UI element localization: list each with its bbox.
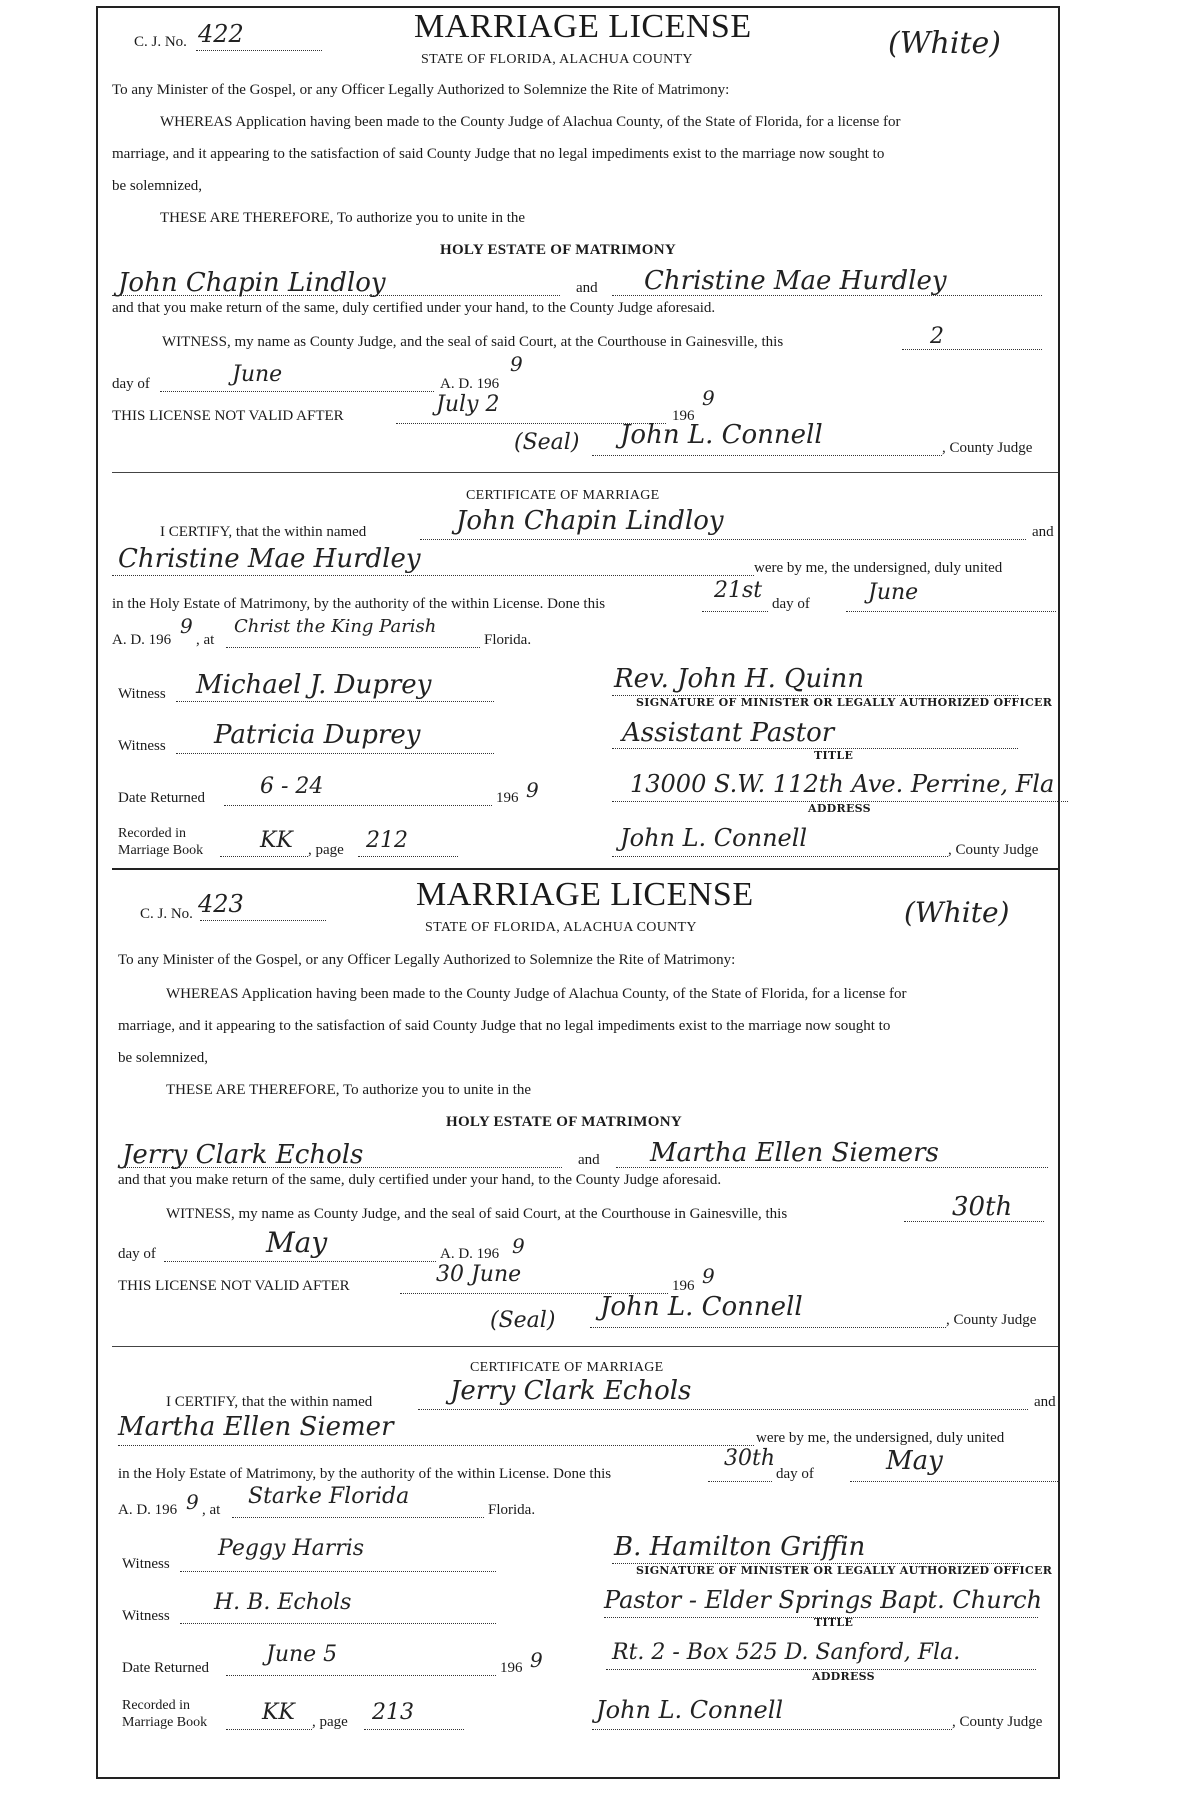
date-returned-label: Date Returned	[118, 790, 206, 806]
cj-number: 423	[198, 890, 244, 918]
therefore-line: THESE ARE THEREFORE, To authorize you to unite in the	[160, 210, 526, 226]
marriage-place: Starke Florida	[248, 1484, 410, 1509]
day-of-label: day of	[112, 376, 150, 392]
title-caption: TITLE	[814, 1616, 854, 1629]
addressee: To any Minister of the Gospel, or any Officer Legally Authorized to Solemnize the Rite of Matrimony:	[112, 82, 730, 98]
cj-label: C. J. No.	[134, 34, 187, 50]
license-subtitle: STATE OF FLORIDA, ALACHUA COUNTY	[425, 920, 697, 935]
page-label: , page	[312, 1714, 348, 1730]
witness-1-signature: Peggy Harris	[218, 1536, 365, 1561]
united-label: were by me, the undersigned, duly united	[754, 560, 1003, 576]
officiant-address: 13000 S.W. 112th Ave. Perrine, Fla	[630, 770, 1055, 798]
section-divider	[112, 1346, 1058, 1347]
not-valid-year-digit: 9	[702, 386, 715, 410]
issue-year-digit: 9	[512, 1234, 525, 1258]
certificate-heading: CERTIFICATE OF MARRIAGE	[470, 1360, 664, 1375]
cert-and-word: and	[1032, 524, 1054, 540]
whereas-line-1: WHEREAS Application having been made to the County Judge of Alachua County, of the State of Florida, for a license for	[166, 986, 907, 1002]
done-day-of-label: day of	[776, 1466, 814, 1482]
signature-caption: SIGNATURE OF MINISTER OR LEGALLY AUTHORIZED OFFICER	[636, 696, 1053, 709]
page-label: , page	[308, 842, 344, 858]
witness-2-label: Witness	[122, 1608, 170, 1624]
certificate-heading: CERTIFICATE OF MARRIAGE	[466, 488, 660, 503]
date-returned: June 5	[266, 1642, 338, 1667]
county-judge-label: , County Judge	[942, 440, 1033, 456]
cert-bride-name: Christine Mae Hurdley	[118, 544, 421, 574]
florida-label: Florida.	[488, 1502, 536, 1518]
at-label: , at	[196, 632, 215, 648]
whereas-line-3: be solemnized,	[118, 1050, 208, 1066]
not-valid-label: THIS LICENSE NOT VALID AFTER	[112, 408, 344, 424]
officiant-address: Rt. 2 - Box 525 D. Sanford, Fla.	[612, 1640, 961, 1665]
seal-mark: (Seal)	[514, 430, 580, 455]
returned-year-prefix: 196	[496, 790, 519, 806]
issue-month: May	[266, 1226, 328, 1259]
address-caption: ADDRESS	[812, 1670, 875, 1683]
not-valid-year-digit: 9	[702, 1264, 715, 1288]
holy-estate-line: in the Holy Estate of Matrimony, by the authority of the within License. Done this	[112, 596, 606, 612]
marriage-book-label: Marriage Book	[122, 1715, 208, 1730]
holy-estate-heading: HOLY ESTATE OF MATRIMONY	[440, 242, 676, 258]
license-title: MARRIAGE LICENSE	[416, 876, 754, 913]
groom-name: John Chapin Lindloy	[118, 268, 386, 298]
holy-estate-heading: HOLY ESTATE OF MATRIMONY	[446, 1114, 682, 1130]
florida-label: Florida.	[484, 632, 532, 648]
witness-2-label: Witness	[118, 738, 166, 754]
cert-year-digit: 9	[180, 614, 193, 638]
and-word: and	[578, 1152, 600, 1168]
judge-signature: John L. Connell	[620, 420, 823, 450]
seal-mark: (Seal)	[490, 1308, 556, 1333]
done-month: May	[886, 1446, 943, 1476]
race-note: (White)	[904, 896, 1010, 929]
issue-month: June	[232, 362, 283, 387]
title-caption: TITLE	[814, 749, 854, 762]
cj-label: C. J. No.	[140, 906, 193, 922]
recorder-signature: John L. Connell	[596, 1696, 784, 1724]
at-label: , at	[202, 1502, 221, 1518]
done-day-of-label: day of	[772, 596, 810, 612]
recorded-label: Recorded in	[122, 1698, 191, 1713]
section-divider	[112, 472, 1058, 473]
cert-ad-label: A. D. 196	[112, 632, 172, 648]
date-returned-label: Date Returned	[122, 1660, 210, 1676]
witness-2-signature: Patricia Duprey	[214, 720, 421, 750]
holy-estate-line: in the Holy Estate of Matrimony, by the authority of the within License. Done this	[118, 1466, 612, 1482]
date-returned: 6 - 24	[260, 774, 324, 799]
issue-day: 2	[930, 324, 944, 349]
not-valid-year-prefix: 196	[672, 1278, 695, 1294]
address-caption: ADDRESS	[808, 802, 871, 815]
cert-groom-name: John Chapin Lindloy	[456, 506, 724, 536]
groom-name: Jerry Clark Echols	[122, 1140, 364, 1170]
officiant-title: Assistant Pastor	[622, 718, 835, 748]
bride-name: Martha Ellen Siemers	[650, 1138, 939, 1168]
witness-1-signature: Michael J. Duprey	[196, 670, 432, 700]
cert-ad-label: A. D. 196	[118, 1502, 178, 1518]
recorder-signature: John L. Connell	[620, 824, 808, 852]
cert-and-word: and	[1034, 1394, 1056, 1410]
witness-2-signature: H. B. Echols	[214, 1590, 352, 1615]
not-valid-date: 30 June	[436, 1262, 522, 1287]
judge-signature: John L. Connell	[600, 1292, 803, 1322]
ad-label: A. D. 196	[440, 1246, 500, 1262]
county-judge-2-label: , County Judge	[948, 842, 1039, 858]
license-title: MARRIAGE LICENSE	[414, 8, 752, 45]
page-value: 212	[366, 828, 408, 853]
witness-line: WITNESS, my name as County Judge, and the seal of said Court, at the Courthouse in Gainesville, this	[166, 1206, 788, 1222]
license-separator	[112, 868, 1058, 870]
done-month: June	[868, 580, 919, 605]
therefore-line: THESE ARE THEREFORE, To authorize you to unite in the	[166, 1082, 532, 1098]
not-valid-year-prefix: 196	[672, 408, 695, 424]
issue-day: 30th	[952, 1192, 1013, 1222]
county-judge-label: , County Judge	[946, 1312, 1037, 1328]
race-note: (White)	[888, 26, 1001, 61]
whereas-line-2: marriage, and it appearing to the satisfaction of said County Judge that no legal impediments exist to the marriage now sought to	[112, 146, 885, 162]
certify-label: I CERTIFY, that the within named	[166, 1394, 373, 1410]
page-value: 213	[372, 1700, 414, 1725]
witness-line: WITNESS, my name as County Judge, and the seal of said Court, at the Courthouse in Gainesville, this	[162, 334, 784, 350]
signature-caption: SIGNATURE OF MINISTER OR LEGALLY AUTHORIZED OFFICER	[636, 1564, 1053, 1577]
day-of-label: day of	[118, 1246, 156, 1262]
returned-year-digit: 9	[530, 1648, 543, 1672]
cert-year-digit: 9	[186, 1490, 199, 1514]
done-day: 30th	[724, 1446, 776, 1471]
book-value: KK	[262, 1700, 295, 1725]
witness-1-label: Witness	[122, 1556, 170, 1572]
ad-label: A. D. 196	[440, 376, 500, 392]
license-subtitle: STATE OF FLORIDA, ALACHUA COUNTY	[421, 52, 693, 67]
county-judge-2-label: , County Judge	[952, 1714, 1043, 1730]
united-label: were by me, the undersigned, duly united	[756, 1430, 1005, 1446]
returned-year-digit: 9	[526, 778, 539, 802]
officiant-signature: B. Hamilton Griffin	[614, 1532, 866, 1562]
cert-groom-name: Jerry Clark Echols	[450, 1376, 692, 1406]
cj-number: 422	[198, 20, 244, 48]
whereas-line-3: be solemnized,	[112, 178, 202, 194]
marriage-book-label: Marriage Book	[118, 843, 204, 858]
whereas-line-2: marriage, and it appearing to the satisfaction of said County Judge that no legal impediments exist to the marriage now sought to	[118, 1018, 891, 1034]
returned-year-prefix: 196	[500, 1660, 523, 1676]
bride-name: Christine Mae Hurdley	[644, 266, 947, 296]
addressee: To any Minister of the Gospel, or any Officer Legally Authorized to Solemnize the Rite of Matrimony:	[118, 952, 736, 968]
certify-label: I CERTIFY, that the within named	[160, 524, 367, 540]
recorded-label: Recorded in	[118, 826, 187, 841]
not-valid-date: July 2	[436, 392, 500, 417]
return-line: and that you make return of the same, duly certified under your hand, to the County Judge aforesaid.	[112, 300, 716, 316]
officiant-signature: Rev. John H. Quinn	[614, 664, 864, 694]
witness-1-label: Witness	[118, 686, 166, 702]
book-value: KK	[260, 828, 293, 853]
done-day: 21st	[714, 578, 763, 603]
and-word: and	[576, 280, 598, 296]
return-line: and that you make return of the same, duly certified under your hand, to the County Judge aforesaid.	[118, 1172, 722, 1188]
officiant-title: Pastor - Elder Springs Bapt. Church	[604, 1586, 1043, 1614]
issue-year-digit: 9	[510, 352, 523, 376]
cert-bride-name: Martha Ellen Siemer	[118, 1412, 394, 1442]
not-valid-label: THIS LICENSE NOT VALID AFTER	[118, 1278, 350, 1294]
whereas-line-1: WHEREAS Application having been made to the County Judge of Alachua County, of the State of Florida, for a license for	[160, 114, 901, 130]
marriage-place: Christ the King Parish	[234, 616, 437, 637]
